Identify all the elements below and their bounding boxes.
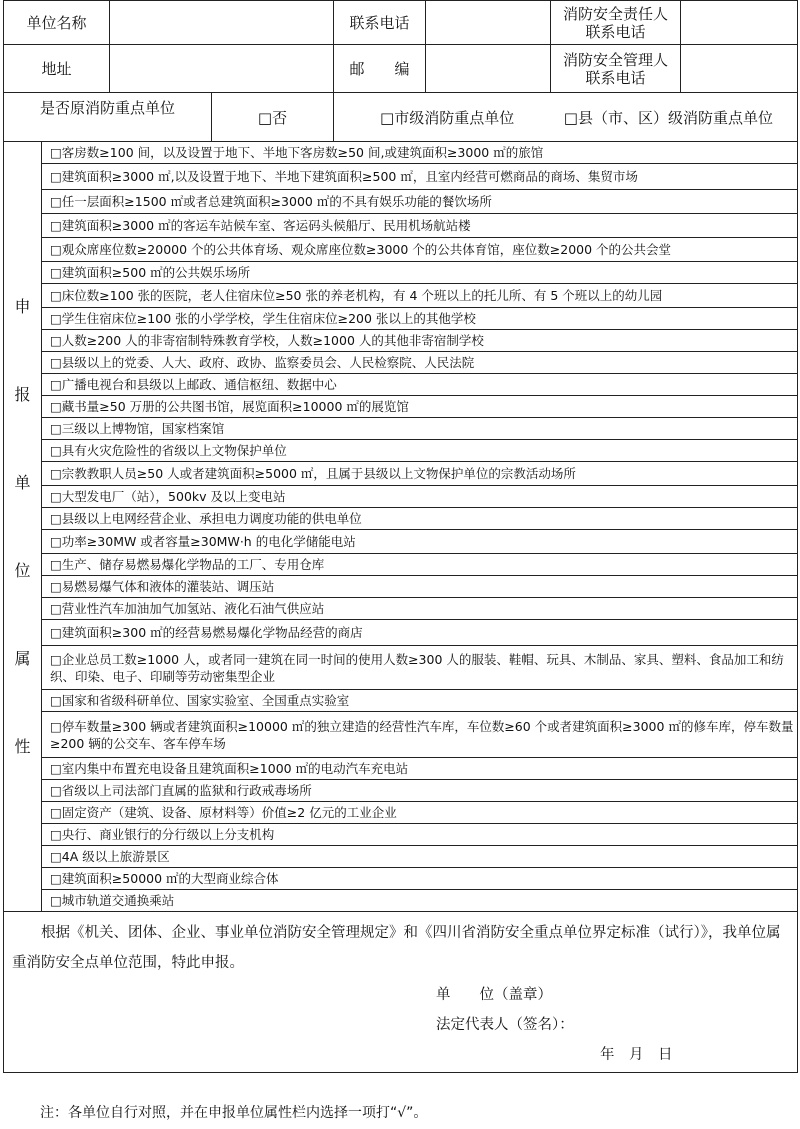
table-row: [4, 868, 798, 890]
category-char: 申: [14, 296, 31, 316]
table-row: [4, 396, 798, 418]
unit-name-field[interactable]: [110, 1, 334, 45]
application-form: [3, 0, 797, 1073]
key-unit-row: [4, 93, 798, 142]
legal-rep-label: 法定代表人（签名）：: [436, 1017, 574, 1033]
attribute-option[interactable]: □建筑面积≥300 ㎡的经营易燃易爆化学物品经营的商店: [42, 620, 798, 646]
attribute-option[interactable]: □停车数量≥300 辆或者建筑面积≥10000 ㎡的独立建造的经营性汽车库，车位数≥60 个或者建筑面积≥3000 ㎡的修车库，停车数量≥200 辆的公交车、客车停车场: [42, 712, 798, 758]
attribute-option[interactable]: □生产、储存易燃易爆化学物品的工厂、专用仓库: [42, 554, 798, 576]
table-row: [4, 440, 798, 462]
table-row: [4, 620, 798, 646]
postcode-field[interactable]: [426, 45, 551, 93]
table-row: [4, 330, 798, 352]
category-label: [4, 142, 42, 912]
table-row: [4, 598, 798, 620]
attribute-option[interactable]: □宗教教职人员≥50 人或者建筑面积≥5000 ㎡，且属于县级以上文物保护单位的宗教活动场所: [42, 462, 798, 486]
table-row: [4, 890, 798, 912]
category-char: 单: [14, 472, 31, 492]
category-char: 位: [14, 560, 31, 580]
attribute-option[interactable]: □国家和省级科研单位、国家实验室、全国重点实验室: [42, 690, 798, 712]
category-char: 报: [14, 384, 31, 404]
phone-field[interactable]: [426, 1, 551, 45]
table-row: [4, 142, 798, 164]
attribute-option[interactable]: □省级以上司法部门直属的监狱和行政戒毒场所: [42, 780, 798, 802]
footnote: 注：各单位自行对照，并在申报单位属性栏内选择一项打“√”。: [40, 1105, 428, 1121]
unit-name-label: 单位名称: [4, 1, 110, 45]
attribute-option[interactable]: □营业性汽车加油加气加氢站、液化石油气供应站: [42, 598, 798, 620]
unit-attribute-list: [4, 142, 798, 912]
fire-responsible-label-line-2: 联系电话: [585, 22, 646, 41]
header-row-1: [4, 1, 798, 45]
attribute-option[interactable]: □藏书量≥50 万册的公共图书馆，展览面积≥10000 ㎡的展览馆: [42, 396, 798, 418]
attribute-option[interactable]: □建筑面积≥3000 ㎡,以及设置于地下、半地下建筑面积≥500 ㎡，且室内经营可燃商品的商场、集贸市场: [42, 164, 798, 190]
table-row: [4, 462, 798, 486]
fire-manager-label-line-1: 消防安全管理人: [563, 50, 669, 69]
category-char: 属: [14, 648, 31, 668]
table-row: [4, 758, 798, 780]
attribute-option[interactable]: □大型发电厂（站），500kv 及以上变电站: [42, 486, 798, 508]
attribute-option[interactable]: □县级以上的党委、人大、政府、政协、监察委员会、人民检察院、人民法院: [42, 352, 798, 374]
table-row: [4, 646, 798, 690]
attribute-option[interactable]: □建筑面积≥500 ㎡的公共娱乐场所: [42, 262, 798, 284]
attribute-option[interactable]: □学生住宿床位≥100 张的小学学校，学生住宿床位≥200 张以上的其他学校: [42, 308, 798, 330]
table-row: [4, 486, 798, 508]
attribute-option[interactable]: □城市轨道交通换乘站: [42, 890, 798, 912]
header-row-2: [4, 45, 798, 93]
table-row: [4, 262, 798, 284]
attribute-option[interactable]: □客房数≥100 间，以及设置于地下、半地下客房数≥50 间,或建筑面积≥3000 ㎡的旅馆: [42, 142, 798, 164]
table-row: [4, 308, 798, 330]
attribute-option[interactable]: □建筑面积≥3000 ㎡的客运车站候车室、客运码头候船厅、民用机场航站楼: [42, 214, 798, 238]
attribute-option[interactable]: □央行、商业银行的分行级以上分支机构: [42, 824, 798, 846]
table-row: [4, 164, 798, 190]
date-label: 年 月 日: [600, 1047, 673, 1063]
attribute-option[interactable]: □任一层面积≥1500 ㎡或者总建筑面积≥3000 ㎡的不具有娱乐功能的餐饮场所: [42, 190, 798, 214]
table-row: [4, 352, 798, 374]
declaration-row: [4, 912, 798, 1073]
phone-label: 联系电话: [334, 1, 426, 45]
table-row: [4, 554, 798, 576]
form-table: [3, 0, 798, 1073]
key-unit-options: [334, 93, 798, 142]
seal-label: 单 位（盖章）: [436, 987, 552, 1003]
key-unit-question: 是否原消防重点单位: [4, 93, 212, 142]
table-row: [4, 238, 798, 262]
fire-responsible-label-line-1: 消防安全责任人: [563, 4, 669, 23]
address-label: 地址: [4, 45, 110, 93]
table-row: [4, 190, 798, 214]
declaration: [4, 912, 798, 1073]
table-row: [4, 284, 798, 308]
fire-responsible-phone-field[interactable]: [681, 1, 798, 45]
attribute-option[interactable]: □观众席座位数≥20000 个的公共体育场、观众席座位数≥3000 个的公共体育馆，座位数≥2000 个的公共会堂: [42, 238, 798, 262]
option-city[interactable]: □市级消防重点单位: [380, 108, 515, 127]
attribute-option[interactable]: □易燃易爆气体和液体的灌装站、调压站: [42, 576, 798, 598]
attribute-option[interactable]: □企业总员工数≥1000 人，或者同一建筑在同一时间的使用人数≥300 人的服装、鞋帽、玩具、木制品、家具、塑料、食品加工和纺织、印染、电子、印刷等劳动密集型企业: [42, 646, 798, 690]
postcode-label: 邮 编: [334, 45, 426, 93]
table-row: [4, 374, 798, 396]
attribute-option[interactable]: □广播电视台和县级以上邮政、通信枢纽、数据中心: [42, 374, 798, 396]
attribute-option[interactable]: □功率≥30MW 或者容量≥30MW·h 的电化学储能电站: [42, 530, 798, 554]
table-row: [4, 508, 798, 530]
table-row: [4, 214, 798, 238]
attribute-option[interactable]: □三级以上博物馆，国家档案馆: [42, 418, 798, 440]
table-row: [4, 530, 798, 554]
table-row: [4, 780, 798, 802]
attribute-option[interactable]: □具有火灾危险性的省级以上文物保护单位: [42, 440, 798, 462]
fire-manager-label: [551, 45, 681, 93]
attribute-option[interactable]: □建筑面积≥50000 ㎡的大型商业综合体: [42, 868, 798, 890]
attribute-option[interactable]: □室内集中布置充电设备且建筑面积≥1000 ㎡的电动汽车充电站: [42, 758, 798, 780]
table-row: [4, 824, 798, 846]
table-row: [4, 846, 798, 868]
category-char: 性: [14, 736, 31, 756]
option-county[interactable]: □县（市、区）级消防重点单位: [563, 108, 773, 127]
table-row: [4, 576, 798, 598]
table-row: [4, 712, 798, 758]
attribute-option[interactable]: □人数≥200 人的非寄宿制特殊教育学校，人数≥1000 人的其他非寄宿制学校: [42, 330, 798, 352]
option-no[interactable]: □否: [212, 93, 334, 142]
declaration-text: 根据《机关、团体、企业、事业单位消防安全管理规定》和《四川省消防安全重点单位界定标准（试行）》，我单位属重消防安全点单位范围，特此申报。: [12, 925, 781, 971]
table-row: [4, 418, 798, 440]
address-field[interactable]: [110, 45, 334, 93]
attribute-option[interactable]: □固定资产（建筑、设备、原材料等）价值≥2 亿元的工业企业: [42, 802, 798, 824]
attribute-option[interactable]: □床位数≥100 张的医院，老人住宿床位≥50 张的养老机构，有 4 个班以上的托儿所、有 5 个班以上的幼儿园: [42, 284, 798, 308]
fire-manager-label-line-2: 联系电话: [585, 68, 646, 87]
fire-responsible-label: [551, 1, 681, 45]
attribute-option[interactable]: □县级以上电网经营企业、承担电力调度功能的供电单位: [42, 508, 798, 530]
table-row: [4, 690, 798, 712]
fire-manager-phone-field[interactable]: [681, 45, 798, 93]
attribute-option[interactable]: □4A 级以上旅游景区: [42, 846, 798, 868]
table-row: [4, 802, 798, 824]
